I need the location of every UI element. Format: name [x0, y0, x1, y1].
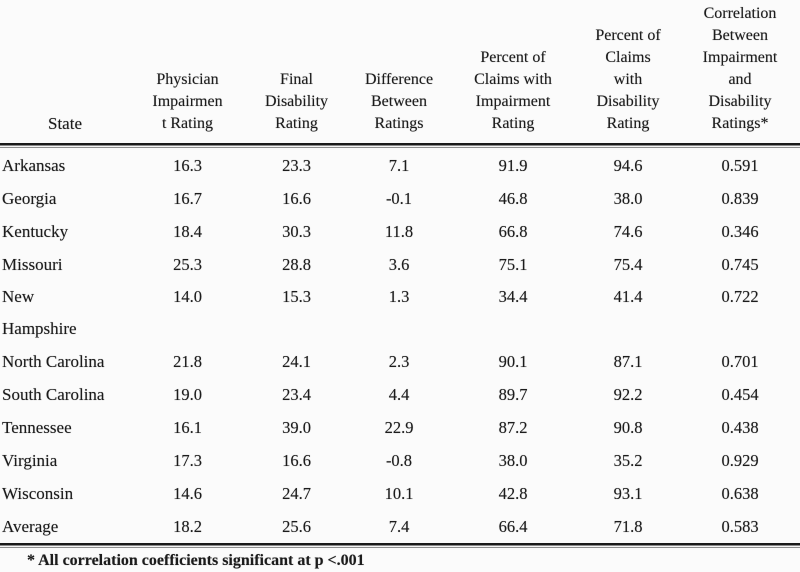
table-row-south-carolina — [0, 378, 800, 411]
cell-final-disability-rating: 25.6 — [282, 517, 311, 536]
cell-percent-claims-disability-rating: 38.0 — [613, 189, 643, 208]
column-header-physician-impairment-rating: Physician Impairmen t Rating — [152, 71, 223, 132]
cell-percent-claims-disability-rating: 41.4 — [613, 287, 643, 306]
cell-physician-impairment-rating: 16.1 — [173, 418, 202, 437]
cell-correlation-impairment-disability: 0.438 — [721, 418, 759, 437]
state-cell: Missouri — [2, 255, 63, 274]
cell-percent-claims-impairment-rating: 38.0 — [498, 451, 528, 470]
state-cell: Wisconsin — [2, 484, 74, 503]
cell-correlation-impairment-disability: 0.929 — [721, 451, 759, 470]
cell-final-disability-rating: 24.7 — [282, 484, 311, 503]
cell-difference-between-ratings: 1.3 — [388, 287, 410, 306]
cell-percent-claims-disability-rating: 87.1 — [613, 352, 643, 371]
table-body — [0, 149, 800, 543]
table-row-georgia — [0, 182, 800, 215]
cell-correlation-impairment-disability: 0.346 — [721, 222, 759, 241]
cell-physician-impairment-rating: 18.2 — [173, 517, 202, 536]
cell-percent-claims-impairment-rating: 34.4 — [498, 287, 528, 306]
cell-percent-claims-impairment-rating: 87.2 — [498, 418, 528, 437]
cell-percent-claims-impairment-rating: 46.8 — [498, 189, 528, 208]
cell-difference-between-ratings: 22.9 — [384, 418, 414, 437]
table-row-north-carolina — [0, 345, 800, 378]
cell-physician-impairment-rating: 14.0 — [173, 287, 202, 306]
cell-percent-claims-disability-rating: 35.2 — [613, 451, 643, 470]
cell-percent-claims-disability-rating: 74.6 — [613, 222, 643, 241]
cell-percent-claims-impairment-rating: 91.9 — [498, 156, 528, 175]
cell-percent-claims-disability-rating: 90.8 — [613, 418, 643, 437]
column-header-final-disability-rating: Final Disability Rating — [264, 71, 329, 132]
cell-final-disability-rating: 16.6 — [282, 189, 311, 208]
state-cell: Georgia — [2, 189, 57, 208]
state-cell: Tennessee — [2, 418, 72, 437]
cell-difference-between-ratings: 4.4 — [388, 385, 410, 404]
table-row-new-hampshire — [0, 281, 800, 345]
cell-percent-claims-disability-rating: 93.1 — [613, 484, 643, 503]
cell-correlation-impairment-disability: 0.839 — [721, 189, 759, 208]
table-row-missouri — [0, 248, 800, 281]
cell-percent-claims-impairment-rating: 42.8 — [498, 484, 528, 503]
cell-percent-claims-disability-rating: 75.4 — [613, 255, 643, 274]
column-header-state: State — [48, 114, 82, 133]
state-cell: Average — [2, 517, 59, 536]
cell-percent-claims-impairment-rating: 66.8 — [498, 222, 528, 241]
cell-physician-impairment-rating: 16.7 — [173, 189, 202, 208]
cell-percent-claims-impairment-rating: 89.7 — [498, 385, 528, 404]
cell-final-disability-rating: 30.3 — [282, 222, 311, 241]
state-cell: Arkansas — [2, 156, 66, 175]
cell-percent-claims-impairment-rating: 66.4 — [498, 517, 528, 536]
cell-correlation-impairment-disability: 0.591 — [721, 156, 759, 175]
cell-correlation-impairment-disability: 0.583 — [721, 517, 759, 536]
cell-final-disability-rating: 28.8 — [282, 255, 311, 274]
cell-correlation-impairment-disability: 0.454 — [721, 385, 759, 404]
column-header-percent-claims-impairment-rating: Percent of Claims with Impairment Rating — [474, 49, 552, 132]
cell-final-disability-rating: 23.4 — [282, 385, 311, 404]
cell-percent-claims-impairment-rating: 75.1 — [498, 255, 528, 274]
table-row-average — [0, 510, 800, 543]
cell-final-disability-rating: 23.3 — [282, 156, 311, 175]
cell-percent-claims-impairment-rating: 90.1 — [498, 352, 528, 371]
cell-difference-between-ratings: 7.1 — [388, 156, 410, 175]
cell-final-disability-rating: 39.0 — [282, 418, 311, 437]
cell-percent-claims-disability-rating: 92.2 — [613, 385, 643, 404]
table-header-row — [0, 0, 800, 143]
state-cell: South Carolina — [2, 385, 105, 404]
column-header-percent-claims-disability-rating: Percent of Claims with Disability Rating — [595, 27, 661, 132]
cell-final-disability-rating: 15.3 — [282, 287, 311, 306]
state-cell: Virginia — [2, 451, 58, 470]
cell-final-disability-rating: 16.6 — [282, 451, 311, 470]
cell-percent-claims-disability-rating: 71.8 — [613, 517, 643, 536]
cell-physician-impairment-rating: 18.4 — [173, 222, 202, 241]
cell-physician-impairment-rating: 19.0 — [173, 385, 202, 404]
state-cell: New Hampshire — [2, 287, 77, 338]
cell-correlation-impairment-disability: 0.722 — [721, 287, 759, 306]
cell-physician-impairment-rating: 17.3 — [173, 451, 202, 470]
cell-difference-between-ratings: 7.4 — [388, 517, 410, 536]
cell-difference-between-ratings: -0.1 — [385, 189, 413, 208]
state-cell: North Carolina — [2, 352, 105, 371]
cell-difference-between-ratings: -0.8 — [385, 451, 413, 470]
cell-correlation-impairment-disability: 0.745 — [721, 255, 759, 274]
cell-difference-between-ratings: 11.8 — [384, 222, 414, 241]
cell-difference-between-ratings: 3.6 — [388, 255, 410, 274]
cell-physician-impairment-rating: 21.8 — [173, 352, 202, 371]
column-header-correlation-impairment-disability: Correlation Between Impairment and Disability Ratings* — [702, 5, 778, 132]
cell-physician-impairment-rating: 14.6 — [173, 484, 202, 503]
table-row-virginia — [0, 444, 800, 477]
cell-final-disability-rating: 24.1 — [282, 352, 311, 371]
cell-correlation-impairment-disability: 0.638 — [721, 484, 759, 503]
table-row-tennessee — [0, 411, 800, 444]
cell-correlation-impairment-disability: 0.701 — [721, 352, 759, 371]
state-cell: Kentucky — [2, 222, 69, 241]
column-header-difference-between-ratings: Difference Between Ratings — [364, 71, 434, 132]
cell-physician-impairment-rating: 25.3 — [173, 255, 202, 274]
table-row-arkansas — [0, 149, 800, 182]
cell-percent-claims-disability-rating: 94.6 — [613, 156, 643, 175]
table-footnote: * All correlation coefficients significant at p <.001 — [27, 552, 365, 569]
cell-physician-impairment-rating: 16.3 — [173, 156, 202, 175]
cell-difference-between-ratings: 10.1 — [384, 484, 414, 503]
cell-difference-between-ratings: 2.3 — [388, 352, 410, 371]
table-row-wisconsin — [0, 477, 800, 510]
table-row-kentucky — [0, 215, 800, 248]
